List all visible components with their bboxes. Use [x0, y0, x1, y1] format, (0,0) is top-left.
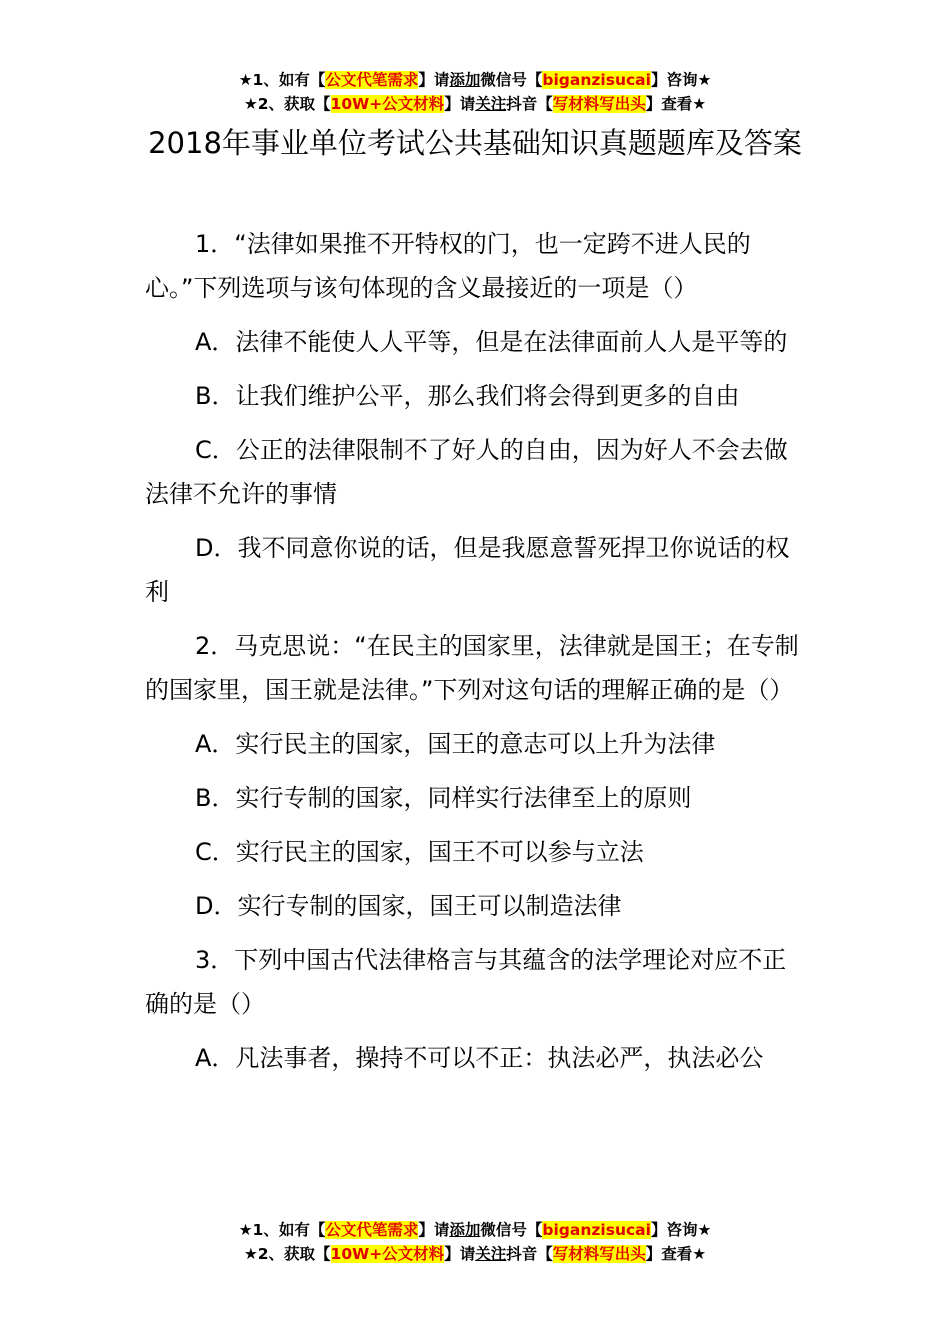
highlight-materials: 10W+公文材料	[330, 1245, 445, 1263]
document-body	[145, 222, 810, 1090]
highlight-materials: 10W+公文材料	[330, 95, 445, 113]
promo-line-2: ★2、获取【10W+公文材料】请关注抖音【写材料写出头】查看★	[243, 95, 707, 113]
paragraph: 3．下列中国古代法律格言与其蕴含的法学理论对应不正确的是（）	[145, 946, 787, 1018]
promo-line-1: ★1、如有【公文代笔需求】请添加微信号【biganzisucai】咨询★	[238, 1221, 712, 1239]
promo-line-2: ★2、获取【10W+公文材料】请关注抖音【写材料写出头】查看★	[243, 1245, 707, 1263]
paragraph: D．实行专制的国家，国王可以制造法律	[195, 892, 622, 920]
highlight-service: 公文代笔需求	[325, 71, 419, 89]
paragraph: B．让我们维护公平，那么我们将会得到更多的自由	[195, 382, 740, 410]
paragraph: D．我不同意你说的话，但是我愿意誓死捍卫你说话的权利	[145, 534, 790, 606]
highlight-douyin: 写材料写出头	[552, 95, 646, 113]
paragraph: 2．马克思说：“在民主的国家里，法律就是国王；在专制的国家里，国王就是法律。”下列对这句话的理解正确的是（）	[145, 632, 799, 704]
paragraph: C．实行民主的国家，国王不可以参与立法	[195, 838, 644, 866]
highlight-wechat-id: biganzisucai	[542, 1221, 651, 1239]
paragraph: A．法律不能使人人平等，但是在法律面前人人是平等的	[195, 328, 788, 356]
highlight-service: 公文代笔需求	[325, 1221, 419, 1239]
highlight-douyin: 写材料写出头	[552, 1245, 646, 1263]
header-promo-banner	[0, 68, 950, 116]
footer-promo-banner	[0, 1218, 950, 1266]
paragraph: C．公正的法律限制不了好人的自由，因为好人不会去做法律不允许的事情	[145, 436, 788, 508]
paragraph: A．凡法事者，操持不可以不正：执法必严，执法必公	[195, 1044, 764, 1072]
paragraph: A．实行民主的国家，国王的意志可以上升为法律	[195, 730, 716, 758]
paragraph: 1．“法律如果推不开特权的门，也一定跨不进人民的心。”下列选项与该句体现的含义最接近的一项是（）	[145, 230, 751, 302]
promo-line-1: ★1、如有【公文代笔需求】请添加微信号【biganzisucai】咨询★	[238, 71, 712, 89]
highlight-wechat-id: biganzisucai	[542, 71, 651, 89]
document-title: 2018年事业单位考试公共基础知识真题题库及答案	[148, 126, 802, 160]
paragraph: B．实行专制的国家，同样实行法律至上的原则	[195, 784, 692, 812]
